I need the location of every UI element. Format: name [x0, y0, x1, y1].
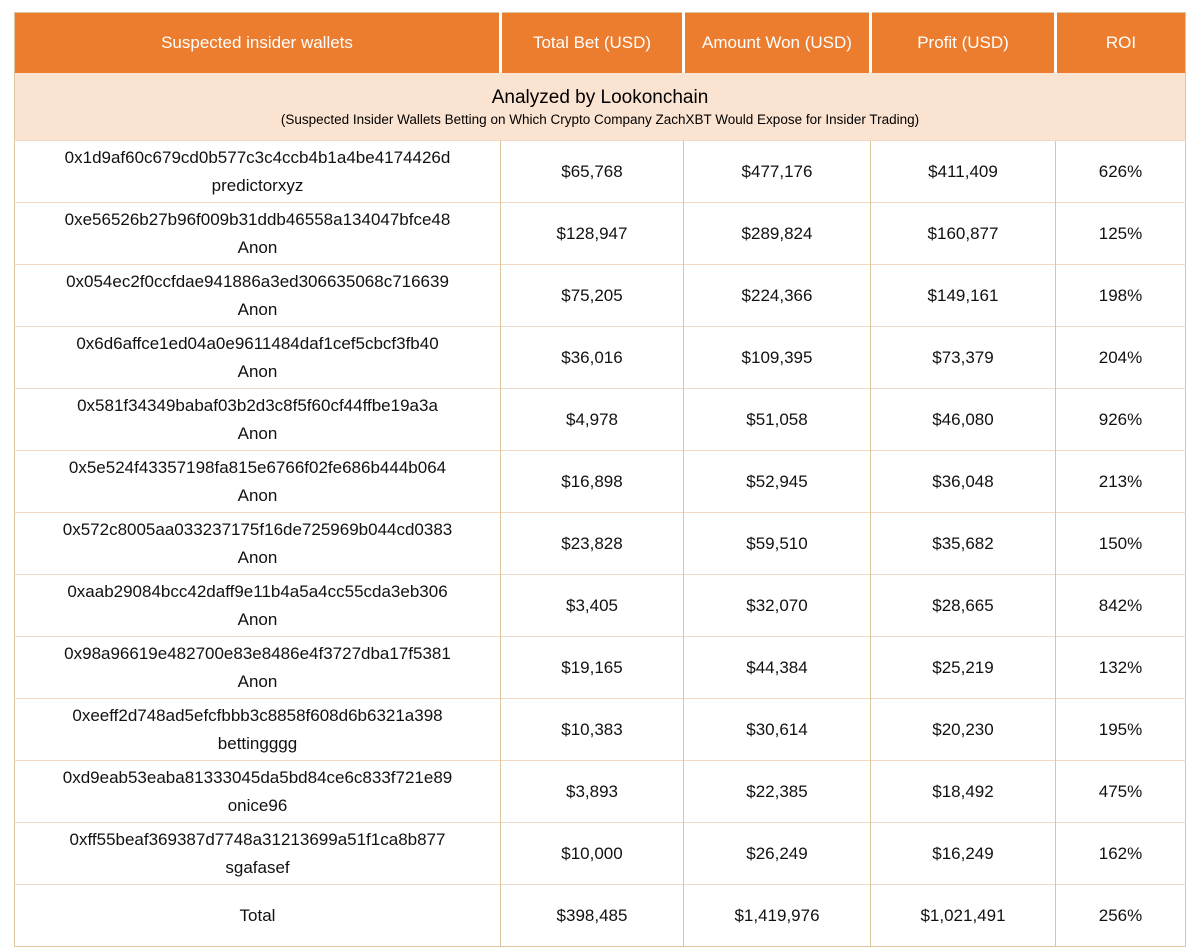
- amount-won-cell: $224,366: [684, 265, 871, 327]
- amount-won-cell: $51,058: [684, 389, 871, 451]
- table-row: [15, 141, 1186, 203]
- wallet-cell: [15, 265, 501, 327]
- table-row: [15, 389, 1186, 451]
- wallet-cell: [15, 575, 501, 637]
- table-row: [15, 265, 1186, 327]
- wallet-label: predictorxyz: [211, 175, 304, 195]
- wallet-cell: [15, 761, 501, 823]
- wallet-address: 0x054ec2f0ccfdae941886a3ed306635068c716639: [66, 271, 449, 291]
- subtitle-cell: [15, 73, 1186, 141]
- wallet-cell: [15, 203, 501, 265]
- amount-won-cell: $32,070: [684, 575, 871, 637]
- amount-won-sum: $1,419,976: [684, 885, 871, 947]
- wallet-label: Anon: [237, 485, 278, 505]
- profit-sum: $1,021,491: [871, 885, 1056, 947]
- roi-cell: 198%: [1056, 265, 1186, 327]
- wallet-label: onice96: [227, 795, 288, 815]
- analysis-source-title: Analyzed by Lookonchain: [491, 86, 709, 108]
- amount-won-cell: $477,176: [684, 141, 871, 203]
- subtitle-row: [15, 73, 1186, 141]
- roi-cell: 926%: [1056, 389, 1186, 451]
- amount-won-cell: $30,614: [684, 699, 871, 761]
- total-bet-cell: $10,383: [501, 699, 684, 761]
- column-header-wallets: Suspected insider wallets: [15, 13, 501, 74]
- amount-won-cell: $52,945: [684, 451, 871, 513]
- wallet-label: Anon: [237, 671, 278, 691]
- wallet-cell: [15, 141, 501, 203]
- total-bet-cell: $10,000: [501, 823, 684, 885]
- table-row: [15, 451, 1186, 513]
- wallet-label: Anon: [237, 609, 278, 629]
- wallet-address: 0x581f34349babaf03b2d3c8f5f60cf44ffbe19a3a: [77, 395, 438, 415]
- profit-cell: $160,877: [871, 203, 1056, 265]
- column-header-roi: ROI: [1056, 13, 1186, 74]
- wallet-address: 0xff55beaf369387d7748a31213699a51f1ca8b877: [69, 829, 446, 849]
- header-row: [15, 13, 1186, 74]
- table-row: [15, 327, 1186, 389]
- wallet-address: 0xeeff2d748ad5efcfbbb3c8858f608d6b6321a398: [72, 705, 443, 725]
- total-row: [15, 885, 1186, 947]
- total-bet-cell: $4,978: [501, 389, 684, 451]
- total-bet-cell: $65,768: [501, 141, 684, 203]
- table-row: [15, 637, 1186, 699]
- total-bet-cell: $19,165: [501, 637, 684, 699]
- wallet-label: Anon: [237, 237, 278, 257]
- wallet-label: Anon: [237, 547, 278, 567]
- profit-cell: $36,048: [871, 451, 1056, 513]
- table-row: [15, 203, 1186, 265]
- column-header-profit: Profit (USD): [871, 13, 1056, 74]
- wallet-label: Anon: [237, 299, 278, 319]
- wallet-cell: [15, 823, 501, 885]
- wallet-address: 0x572c8005aa033237175f16de725969b044cd0383: [62, 519, 453, 539]
- amount-won-cell: $22,385: [684, 761, 871, 823]
- amount-won-cell: $289,824: [684, 203, 871, 265]
- wallet-label: bettingggg: [217, 733, 298, 753]
- table-row: [15, 513, 1186, 575]
- roi-cell: 626%: [1056, 141, 1186, 203]
- wallet-label: sgafasef: [225, 857, 290, 877]
- total-bet-cell: $16,898: [501, 451, 684, 513]
- profit-cell: $73,379: [871, 327, 1056, 389]
- wallet-address: 0x1d9af60c679cd0b577c3c4ccb4b1a4be4174426d: [64, 147, 451, 167]
- wallet-address: 0x6d6affce1ed04a0e9611484daf1cef5cbcf3fb40: [76, 333, 439, 353]
- profit-cell: $149,161: [871, 265, 1056, 327]
- amount-won-cell: $109,395: [684, 327, 871, 389]
- table-body: [15, 141, 1186, 885]
- wallet-label: Anon: [237, 361, 278, 381]
- total-bet-cell: $23,828: [501, 513, 684, 575]
- roi-cell: 132%: [1056, 637, 1186, 699]
- roi-cell: 162%: [1056, 823, 1186, 885]
- table-row: [15, 823, 1186, 885]
- wallet-cell: [15, 451, 501, 513]
- amount-won-cell: $59,510: [684, 513, 871, 575]
- wallet-address: 0x98a96619e482700e83e8486e4f3727dba17f5381: [64, 643, 451, 663]
- roi-cell: 475%: [1056, 761, 1186, 823]
- profit-cell: $411,409: [871, 141, 1056, 203]
- wallet-address: 0xe56526b27b96f009b31ddb46558a134047bfce48: [64, 209, 451, 229]
- profit-cell: $35,682: [871, 513, 1056, 575]
- total-label: Total: [15, 885, 501, 947]
- roi-total: 256%: [1056, 885, 1186, 947]
- total-bet-cell: $128,947: [501, 203, 684, 265]
- profit-cell: $28,665: [871, 575, 1056, 637]
- table-row: [15, 575, 1186, 637]
- roi-cell: 213%: [1056, 451, 1186, 513]
- wallet-cell: [15, 513, 501, 575]
- wallet-cell: [15, 637, 501, 699]
- column-header-total-bet: Total Bet (USD): [501, 13, 684, 74]
- wallet-cell: [15, 699, 501, 761]
- wallet-cell: [15, 389, 501, 451]
- table-row: [15, 761, 1186, 823]
- insider-wallets-table: [14, 12, 1186, 947]
- total-bet-sum: $398,485: [501, 885, 684, 947]
- wallet-address: 0xd9eab53eaba81333045da5bd84ce6c833f721e89: [62, 767, 453, 787]
- total-bet-cell: $36,016: [501, 327, 684, 389]
- roi-cell: 125%: [1056, 203, 1186, 265]
- profit-cell: $16,249: [871, 823, 1056, 885]
- wallet-address: 0xaab29084bcc42daff9e11b4a5a4cc55cda3eb306: [67, 581, 448, 601]
- wallet-address: 0x5e524f43357198fa815e6766f02fe686b444b064: [68, 457, 447, 477]
- column-header-amount-won: Amount Won (USD): [684, 13, 871, 74]
- total-bet-cell: $3,893: [501, 761, 684, 823]
- roi-cell: 195%: [1056, 699, 1186, 761]
- table-row: [15, 699, 1186, 761]
- profit-cell: $46,080: [871, 389, 1056, 451]
- profit-cell: $18,492: [871, 761, 1056, 823]
- total-bet-cell: $3,405: [501, 575, 684, 637]
- profit-cell: $20,230: [871, 699, 1056, 761]
- wallet-cell: [15, 327, 501, 389]
- wallet-label: Anon: [237, 423, 278, 443]
- amount-won-cell: $44,384: [684, 637, 871, 699]
- roi-cell: 204%: [1056, 327, 1186, 389]
- roi-cell: 150%: [1056, 513, 1186, 575]
- profit-cell: $25,219: [871, 637, 1056, 699]
- amount-won-cell: $26,249: [684, 823, 871, 885]
- total-bet-cell: $75,205: [501, 265, 684, 327]
- analysis-note: (Suspected Insider Wallets Betting on Which Crypto Company ZachXBT Would Expose for Insider Trading): [280, 111, 920, 127]
- roi-cell: 842%: [1056, 575, 1186, 637]
